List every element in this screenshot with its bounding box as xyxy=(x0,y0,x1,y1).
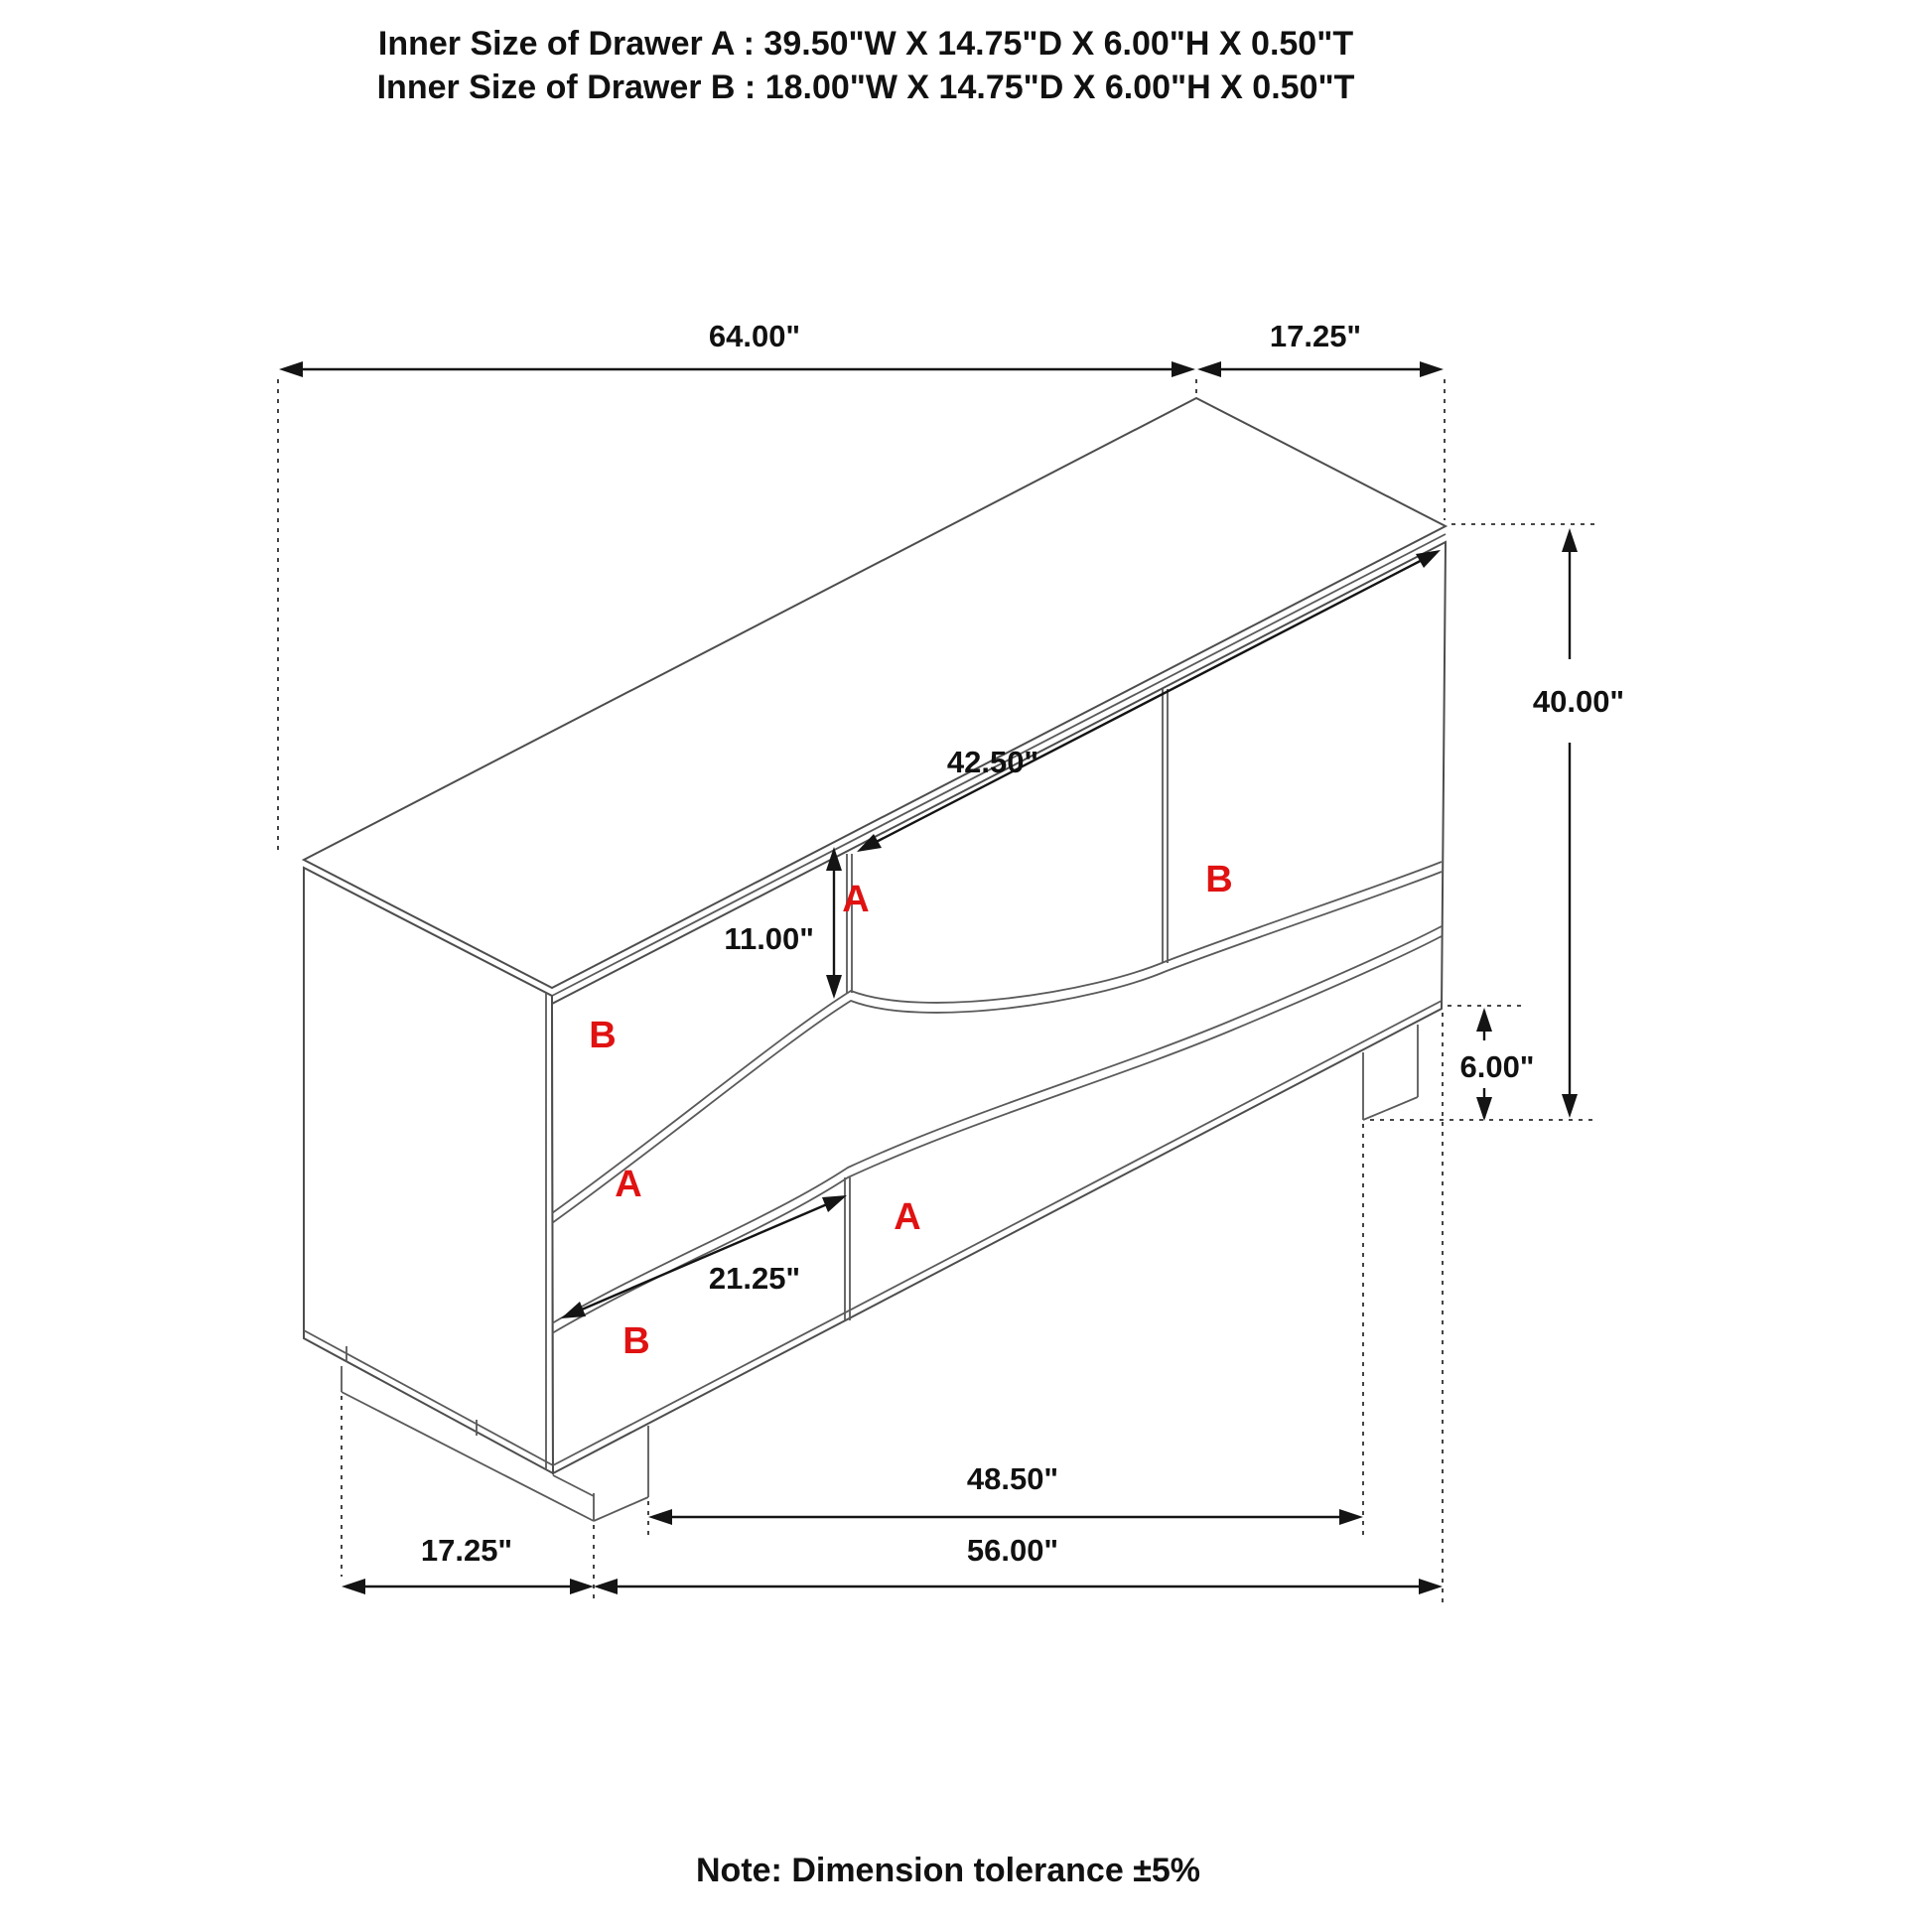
dim-between-legs xyxy=(648,1461,1363,1525)
dim-depth-top xyxy=(1197,319,1444,377)
title-drawer-a-size: Inner Size of Drawer A : 39.50"W X 14.75"D X 6.00"H X 0.50"T xyxy=(377,25,1354,63)
dim-height xyxy=(1533,528,1624,1118)
drawer-label-row2: A xyxy=(615,1164,642,1205)
dim-leg-height xyxy=(1459,1008,1534,1121)
dresser-drawing xyxy=(304,398,1446,1521)
dim-width-bottom-value: 56.00" xyxy=(966,1533,1059,1568)
dim-diagonal-top-value: 42.50" xyxy=(946,745,1039,779)
drawer-label-row1-left: B xyxy=(589,1015,617,1056)
dim-width-top-value: 64.00" xyxy=(708,319,801,353)
drawer-label-row3-left: B xyxy=(622,1320,650,1362)
drawer-label-row3-right: A xyxy=(894,1196,921,1238)
dim-depth-bottom-value: 17.25" xyxy=(420,1533,513,1568)
dim-drawer-height-value: 11.00" xyxy=(724,921,814,956)
dim-between-legs-value: 48.50" xyxy=(966,1461,1059,1496)
dim-diagonal-bottom-value: 21.25" xyxy=(708,1261,801,1296)
title-drawer-b-size: Inner Size of Drawer B : 18.00"W X 14.75"D X 6.00"H X 0.50"T xyxy=(376,69,1355,106)
dim-depth-bottom xyxy=(342,1533,594,1594)
dim-width-top xyxy=(279,319,1195,377)
dim-depth-top-value: 17.25" xyxy=(1269,319,1362,353)
dim-height-value: 40.00" xyxy=(1532,684,1625,719)
dim-leg-height-value: 6.00" xyxy=(1459,1049,1535,1084)
tolerance-note: Note: Dimension tolerance ±5% xyxy=(696,1852,1200,1889)
drawer-label-row1-mid: A xyxy=(842,879,870,920)
dim-width-bottom xyxy=(594,1533,1443,1594)
drawer-label-row1-right: B xyxy=(1205,859,1233,900)
